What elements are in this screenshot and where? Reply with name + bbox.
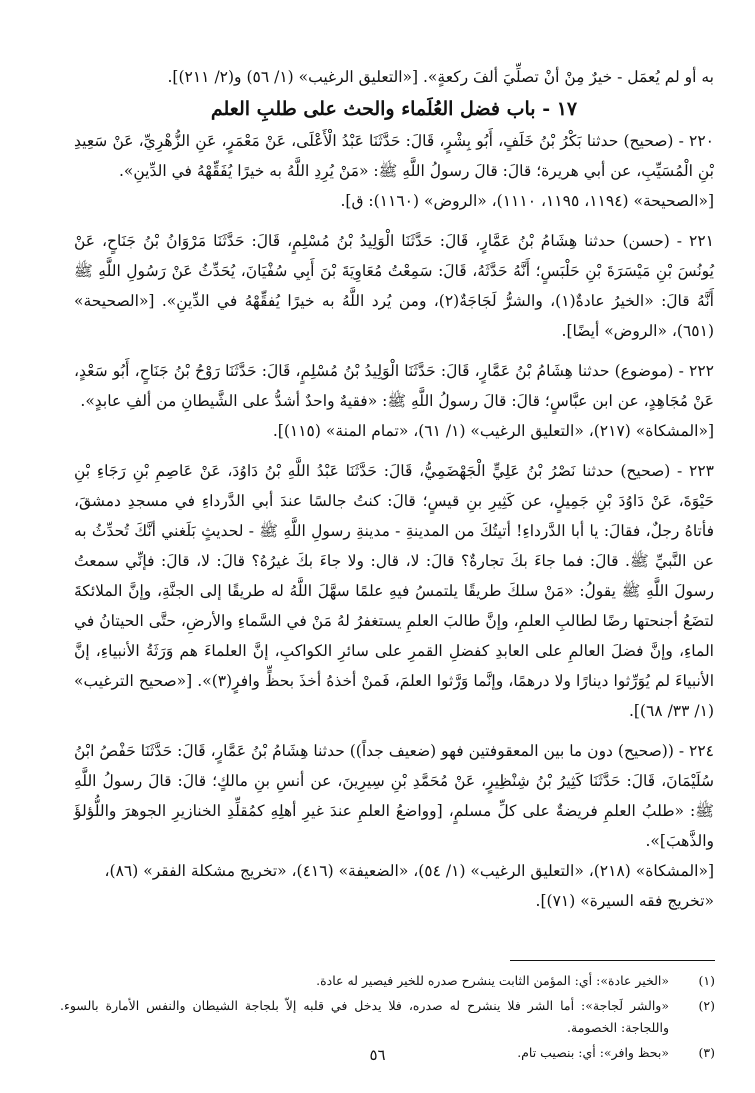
- hadith-220: ٢٢٠ - (صحيح) حدثنا بَكْرُ بْنُ خَلَفٍ، أَبُو بِشْرٍ، قَالَ: حَدَّثَنَا عَبْدُ الْأَعْلَى، عَنْ مَعْمَرٍ، عَنِ الزُّهْرِيِّ، عَنْ سَعِيدِ بْنِ الْمُسَيِّبِ، عن أبي هريرة؛ قالَ: قالَ رسولُ اللَّهِ ﷺ: «مَنْ يُرِدِ اللَّهُ به خيرًا يُفَقِّهْهُ في الدِّينِ».: [74, 132, 714, 180]
- footnote-number: (٢): [698, 998, 715, 1013]
- hadith-220-references: [«الصحيحة» (١١٩٤، ١١٩٥، ١١١٠)، «الروض» (١١٦٠): ق].: [340, 192, 714, 210]
- hadith-222: ٢٢٢ - (موضوع) حدثنا هِشَامُ بْنُ عَمَّارٍ، قَالَ: حَدَّثَنَا الْوَلِيدُ بْنُ مُسْلِمٍ، قَالَ: حَدَّثَنَا رَوْحُ بْنُ جَنَاحٍ، أَبُو سَعْدٍ، عَنْ مُجَاهِدٍ، عن ابن عبَّاسٍ؛ قالَ: قالَ رسولُ اللَّهِ ﷺ: «فقيهٌ واحدٌ أشدُّ على الشَّيطانِ من ألفِ عابدٍ».: [74, 362, 714, 410]
- hadith-223: ٢٢٣ - (صحيح) حدثنا نَصْرُ بْنُ عَلِيٍّ الْجَهْضَمِيُّ، قَالَ: حَدَّثَنَا عَبْدُ اللَّهِ بْنُ دَاوُدَ، عَنْ عَاصِمِ بْنِ رَجَاءِ بْنِ حَيْوَةَ، عَنْ دَاوُدَ بْنِ جَمِيلٍ، عن كَثِيرِ بنِ قيسٍ؛ قالَ: كنتُ جالسًا عندَ أبي الدَّرداءِ في مسجدِ دمشقَ، فأتاهُ رجلٌ، فقالَ: يا أبا الدَّرداءِ! أتيتُكَ من المدينةِ - مدينةِ رسولِ اللَّهِ ﷺ - لحديثٍ بَلَغني أنَّكَ تُحدِّثُ به عن النَّبيِّ ﷺ. قالَ: فما جاءَ بكَ تجارةٌ؟ قالَ: لا، قال: ولا جاءَ بكَ غيرُهُ؟ قالَ: لا، قالَ: فإنِّي سمعتُ رسولَ اللَّهِ ﷺ يقولُ: «مَنْ سلكَ طريقًا يلتمسُ فيهِ علمًا سهَّلَ اللَّهُ له طريقًا إلى الجنَّةِ، وإنَّ الملائكةَ لتضَعُ أجنحتها رضًا لطالبِ العلمِ، وإنَّ طالبَ العلمِ يستغفرُ لهُ مَنْ في السَّماءِ والأرضِ، حتَّى الحيتانُ في الماءِ، وإنَّ فضلَ العالمِ على العابدِ كفضلِ القمرِ على سائرِ الكواكبِ، إنَّ العلماءَ هم وَرَثَةُ الأنبياءِ، إنَّ الأنبياءَ لم يُوَرِّثوا دينارًا ولا درهمًا، وإنَّما وَرَّثوا العلمَ، فَمنْ أخذهُ أخذَ بحظٍّ وافرٍ(٣)». [«صحيح الترغيب» (١/ ٣٣/ ٦٨)].: [74, 462, 715, 720]
- hadith-221: ٢٢١ - (حسن) حدثنا هِشَامُ بْنُ عَمَّارٍ، قَالَ: حَدَّثَنَا الْوَلِيدُ بْنُ مُسْلِمٍ، قَالَ: حَدَّثَنَا مَرْوَانُ بْنُ جَنَاحٍ، عَنْ يُونُسَ بْنِ مَيْسَرَةَ بْنِ حَلْبَسٍ؛ أَنَّهُ حَدَّثَهُ، قَالَ: سَمِعْتُ مُعَاوِيَةَ بْنَ أَبِي سُفْيَانَ، يُحَدِّثُ عَنْ رَسُولِ اللَّهِ ﷺ أَنَّهُ قالَ: «الخيرُ عادةٌ(١)، والشرُّ لَجَاجَةٌ(٢)، ومن يُرد اللَّهُ به خيرًا يُفقِّهْهُ في الدِّينِ». [«الصحيحة» (٦٥١)، «الروض» أيضًا].: [74, 232, 714, 340]
- hadith-224: ٢٢٤ - ((صحيح) دون ما بين المعقوفتين فهو (ضعيف جداً)) حدثنا هِشَامُ بْنُ عَمَّارٍ، قَالَ: حَدَّثَنَا حَفْصُ ابْنُ سُلَيْمَانَ، قَالَ: حَدَّثَنَا كَثِيرُ بْنُ شِنْظِيرٍ، عَنْ مُحَمَّدِ بْنِ سِيرِينَ، عن أنسِ بنِ مالكٍ؛ قالَ: قالَ رسولُ اللَّهِ ﷺ: «طلبُ العلمِ فريضةٌ على كلِّ مسلمٍ، [وواضعُ العلمِ عندَ غيرِ أهلِهِ كمُقلِّدِ الخنازيرِ الجوهرَ واللُّؤلؤَ والذَّهبَ]».: [74, 742, 715, 850]
- footnote-divider: [510, 960, 715, 961]
- footnote-2: [60, 995, 715, 1039]
- footnote-number: (١): [698, 973, 715, 988]
- page-number: ٥٦: [369, 1046, 386, 1064]
- footnote-1: [60, 970, 715, 992]
- chapter-heading: ١٧ - باب فضل العُلَماء والحث على طلبِ العلم: [210, 98, 578, 120]
- hadith-224-references: [«المشكاة» (٢١٨)، «التعليق الرغيب» (١/ ٥٤)، «الضعيفة» (٤١٦)، «تخريج مشكلة الفقر» (٨٦)، «تخريج فقه السيرة» (٧١)].: [104, 862, 714, 910]
- footnote-text: «والشر لَجاجة»: أما الشر فلا ينشرح له صدره، فلا يدخل في قلبه إلاّ بلجاجة الشيطان والنفس الأمارة بالسوء. واللجاجة: الخصومة.: [60, 998, 669, 1035]
- hadith-222-references: [«المشكاة» (٢١٧)، «التعليق الرغيب» (١/ ٦١)، «تمام المنة» (١١٥)].: [272, 422, 714, 440]
- page-body: [74, 62, 714, 916]
- footnote-text: «الخير عادة»: أي: المؤمن الثابت ينشرح صدره للخير فيصير له عادة.: [316, 973, 669, 988]
- footnote-text: «بحظ وافر»: أي: بنصيب تام.: [517, 1045, 669, 1060]
- footnote-number: (٣): [698, 1045, 715, 1060]
- intro-line: به أو لم يُعمَل - خيرٌ مِنْ أنْ تصلِّيَ ألفَ ركعةٍ». [«التعليق الرغيب» (١/ ٥٦) و(٢/ ٢١١)].: [167, 68, 714, 86]
